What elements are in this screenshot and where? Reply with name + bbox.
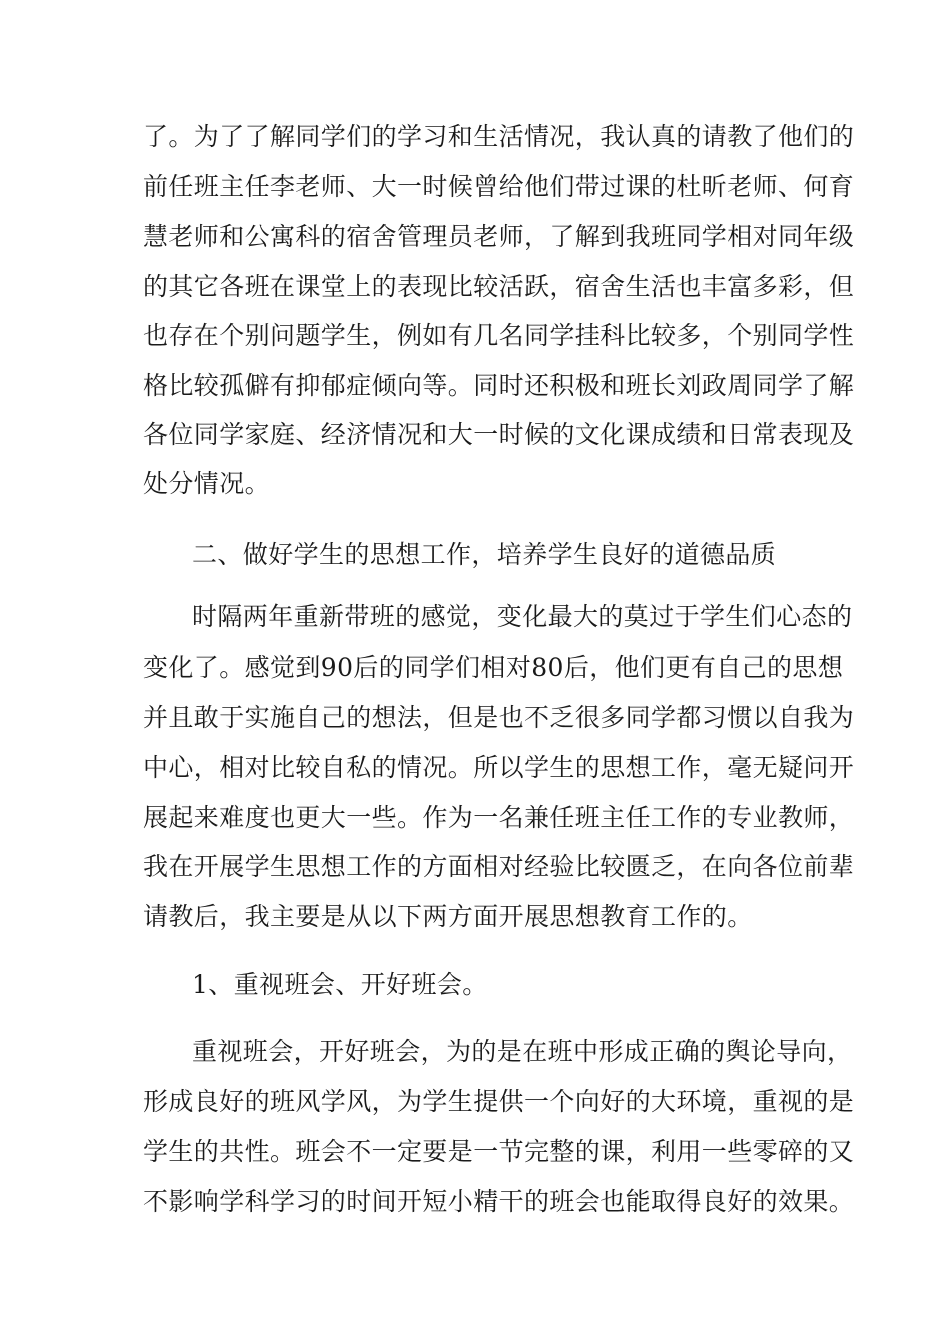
paragraph-3-line-3: 学生的共性。班会不一定要是一节完整的课，利用一些零碎的又 <box>143 1137 855 1166</box>
paragraph-1-line-6: 格比较孤僻有抑郁症倾向等。同时还积极和班长刘政周同学了解 <box>143 371 855 400</box>
paragraph-2-line-3: 并且敢于实施自己的想法，但是也不乏很多同学都习惯以自我为 <box>143 703 855 732</box>
paragraph-2-line-7: 请教后，我主要是从以下两方面开展思想教育工作的。 <box>143 902 753 931</box>
paragraph-1-line-1: 了。为了了解同学们的学习和生活情况，我认真的请教了他们的 <box>143 122 855 151</box>
paragraph-1-line-2: 前任班主任李老师、大一时候曾给他们带过课的杜昕老师、何育 <box>143 172 855 201</box>
paragraph-3-line-2: 形成良好的班风学风，为学生提供一个向好的大环境，重视的是 <box>143 1087 855 1116</box>
paragraph-2-line-5: 展起来难度也更大一些。作为一名兼任班主任工作的专业教师， <box>143 803 855 832</box>
paragraph-1-line-5: 也存在个别问题学生，例如有几名同学挂科比较多，个别同学性 <box>143 321 855 350</box>
paragraph-3-line-1: 重视班会，开好班会，为的是在班中形成正确的舆论导向， <box>192 1037 853 1066</box>
paragraph-1-line-8: 处分情况。 <box>143 469 271 498</box>
subheading-1: 1、重视班会、开好班会。 <box>192 970 488 999</box>
paragraph-1-line-3: 慧老师和公寓科的宿舍管理员老师，了解到我班同学相对同年级 <box>143 222 855 251</box>
section-heading-2: 二、做好学生的思想工作，培养学生良好的道德品质 <box>192 540 777 569</box>
paragraph-1-line-7: 各位同学家庭、经济情况和大一时候的文化课成绩和日常表现及 <box>143 420 855 449</box>
paragraph-2-line-6: 我在开展学生思想工作的方面相对经验比较匮乏，在向各位前辈 <box>143 852 855 881</box>
paragraph-2-line-2: 变化了。感觉到90后的同学们相对80后，他们更有自己的思想 <box>143 653 844 682</box>
paragraph-1-line-4: 的其它各班在课堂上的表现比较活跃，宿舍生活也丰富多彩，但 <box>143 272 855 301</box>
paragraph-2-line-1: 时隔两年重新带班的感觉，变化最大的莫过于学生们心态的 <box>192 602 853 631</box>
paragraph-3-line-4: 不影响学科学习的时间开短小精干的班会也能取得良好的效果。 <box>143 1187 855 1216</box>
paragraph-2-line-4: 中心，相对比较自私的情况。所以学生的思想工作，毫无疑问开 <box>143 753 855 782</box>
